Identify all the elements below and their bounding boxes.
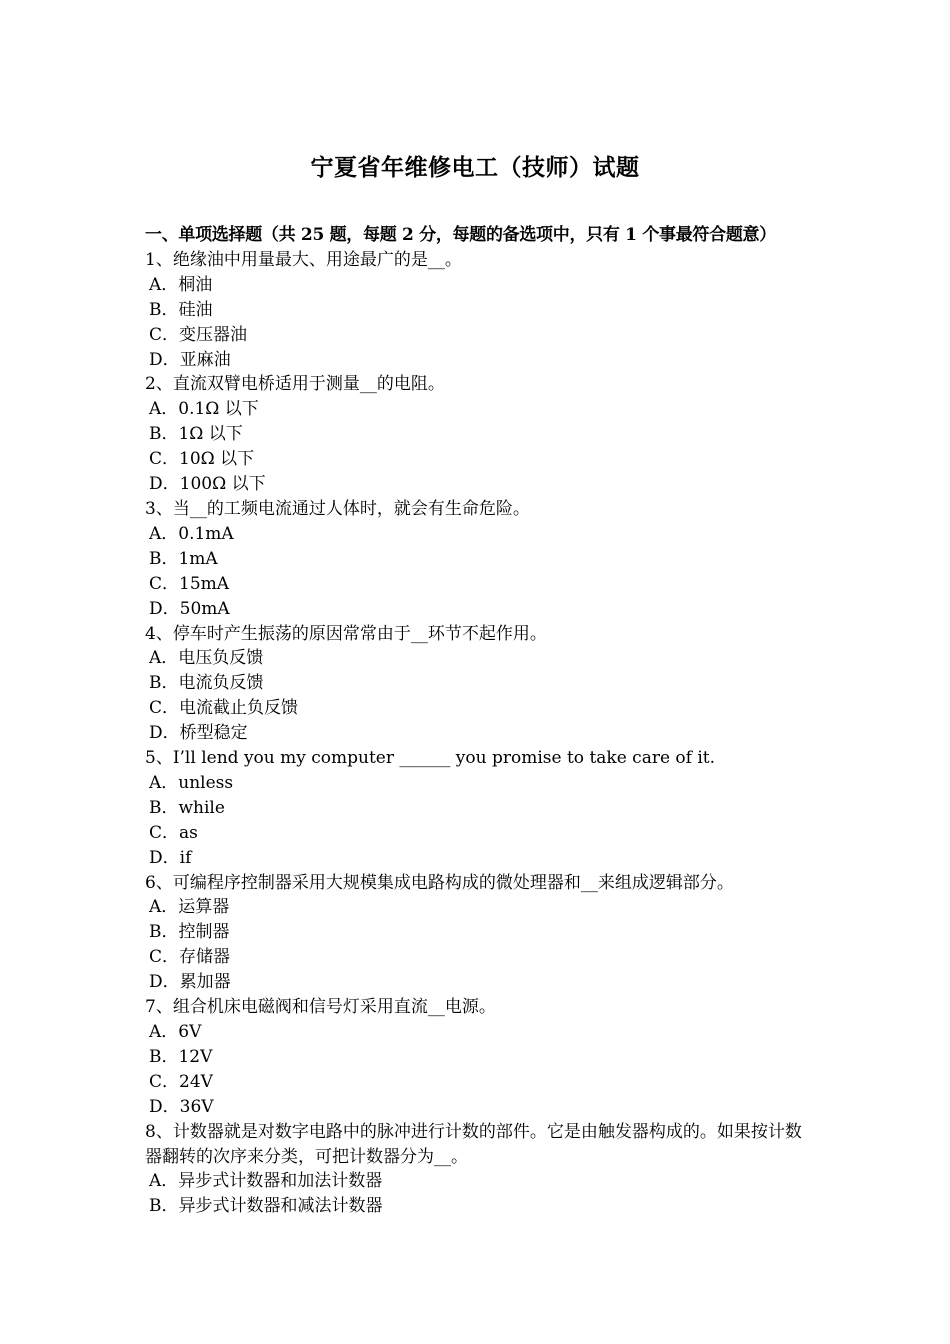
option-a: A．0.1mA — [149, 523, 234, 544]
question-5 — [145, 746, 815, 871]
option-a: A．异步式计数器和加法计数器 — [149, 1171, 383, 1192]
option-c: C．变压器油 — [149, 324, 248, 345]
question-1 — [145, 248, 815, 373]
option-c: C．电流截止负反馈 — [149, 698, 299, 719]
option-b: B．硅油 — [149, 299, 213, 320]
option-d: D．50mA — [149, 598, 230, 619]
option-a: A．0.1Ω 以下 — [149, 399, 259, 420]
option-d: D．100Ω 以下 — [149, 474, 266, 495]
option-d: D．桥型稳定 — [149, 723, 248, 744]
option-b: B．1mA — [149, 548, 218, 569]
option-b: B．while — [149, 797, 225, 818]
question-text: 5、I’ll lend you my computer ______ you promise to take care of it. — [145, 748, 716, 769]
question-text: 6、可编程序控制器采用大规模集成电路构成的微处理器和__来组成逻辑部分。 — [145, 872, 734, 893]
option-a: A．桐油 — [149, 274, 213, 295]
question-text: 4、停车时产生振荡的原因常常由于__环节不起作用。 — [145, 623, 547, 644]
option-b: B．异步式计数器和减法计数器 — [149, 1196, 383, 1217]
question-7 — [145, 995, 815, 1120]
option-c: C．15mA — [149, 573, 230, 594]
option-d: D．if — [149, 847, 192, 868]
question-2 — [145, 372, 815, 497]
option-a: A．6V — [149, 1022, 202, 1042]
option-a: A．电压负反馈 — [149, 648, 264, 669]
option-b: B．12V — [149, 1046, 213, 1067]
option-b: B．控制器 — [149, 922, 230, 943]
option-c: C．10Ω 以下 — [149, 449, 255, 470]
option-c: C．存储器 — [149, 947, 231, 968]
option-c: C．24V — [149, 1071, 213, 1092]
option-d: D．累加器 — [149, 972, 231, 993]
question-text: 2、直流双臂电桥适用于测量__的电阻。 — [145, 374, 445, 395]
option-b: B．1Ω 以下 — [149, 424, 243, 445]
question-text: 7、组合机床电磁阀和信号灯采用直流__电源。 — [145, 997, 496, 1018]
question-text: 3、当__的工频电流通过人体时，就会有生命危险。 — [145, 498, 530, 519]
question-text: 8、计数器就是对数字电路中的脉冲进行计数的部件。它是由触发器构成的。如果按计数器翻转的次序来分类，可把计数器分为__。 — [145, 1121, 802, 1167]
option-d: D．亚麻油 — [149, 349, 231, 370]
question-4 — [145, 622, 815, 747]
section-heading: 一、单项选择题（共 25 题，每题 2 分，每题的备选项中，只有 1 个事最符合题意） — [145, 225, 776, 245]
option-b: B．电流负反馈 — [149, 673, 264, 694]
option-d: D．36V — [149, 1096, 214, 1117]
question-6 — [145, 871, 815, 996]
question-3 — [145, 497, 815, 622]
question-8 — [145, 1120, 815, 1220]
option-c: C．as — [149, 822, 198, 843]
document-title: 宁夏省年维修电工（技师）试题 — [310, 154, 640, 181]
document-body — [145, 223, 815, 1219]
option-a: A．运算器 — [149, 897, 230, 918]
question-text: 1、绝缘油中用量最大、用途最广的是__。 — [145, 249, 462, 270]
option-a: A．unless — [149, 772, 234, 793]
